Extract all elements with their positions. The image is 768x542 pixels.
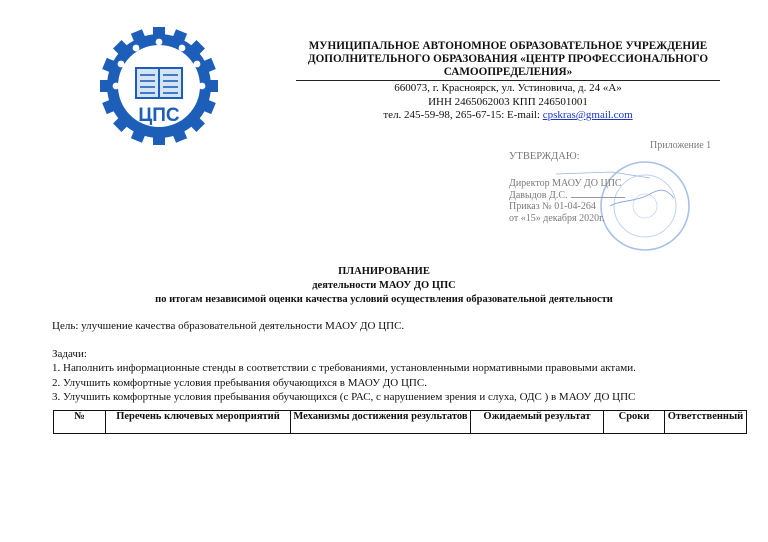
signature-block [509,178,625,224]
header-divider [296,80,720,81]
title-line-1: ПЛАНИРОВАНИЕ [338,266,430,277]
col-responsible: Ответственный [665,411,747,434]
task-item: 2. Улучшить комфортные условия пребывания обучающихся в МАОУ ДО ЦПС. [52,376,427,389]
director-name: Давыдов Д.С. [509,189,568,201]
plan-table [53,410,747,434]
email-link[interactable]: cpskras@gmail.com [542,109,633,121]
order-date: от «15» декабря 2020г. [509,212,605,224]
phones-email [296,109,720,123]
order-number: Приказ № 01-04-264 [509,201,596,212]
organization-logo [98,25,220,147]
col-number: № [54,411,106,434]
title-line-2: деятельности МАОУ ДО ЦПС [312,280,456,291]
appendix-label: Приложение 1 [650,140,712,151]
task-item: 1. Наполнить информационные стенды в соответствии с требованиями, установленными нормативными правовыми актами. [52,362,636,375]
phones: тел. 245-59-98, 265-67-15: E-mail: [383,109,543,121]
tasks-block [52,347,636,404]
approve-label: УТВЕРЖДАЮ: [509,151,580,162]
col-activities: Перечень ключевых мероприятий [106,411,291,434]
inn-kpp: ИНН 2465062003 КПП 246501001 [428,95,588,108]
director-title: Директор МАОУ ДО ЦПС [509,178,622,189]
logo-text: ЦПС [138,105,180,126]
signature-line [571,197,625,198]
title-line-3: по итогам независимой оценки качества условий осуществления образовательной деятельности [155,294,613,305]
address: 660073, г. Красноярск, ул. Устиновича, д. 24 «А» [394,82,622,94]
col-expected-result: Ожидаемый результат [471,411,604,434]
task-item: 3. Улучшить комфортные условия пребывания обучающихся (с РАС, с нарушением зрения и слуха, ОДС ) в МАОУ ДО ЦПС [52,390,636,403]
col-deadlines: Сроки [604,411,665,434]
tasks-heading: Задачи: [52,348,87,360]
contact-block [296,82,720,123]
document-title [0,265,768,307]
col-mechanisms: Механизмы достижения результатов [291,411,471,434]
table-header-row [54,411,747,434]
goal-text: Цель: улучшение качества образовательной деятельности МАОУ ДО ЦПС. [52,320,405,332]
organization-name: МУНИЦИПАЛЬНОЕ АВТОНОМНОЕ ОБРАЗОВАТЕЛЬНОЕ УЧРЕЖДЕНИЕ ДОПОЛНИТЕЛЬНОГО ОБРАЗОВАНИЯ «ЦЕНТР ПРОФЕССИОНАЛЬНОГО САМООПРЕДЕЛЕНИЯ» [307,40,709,78]
